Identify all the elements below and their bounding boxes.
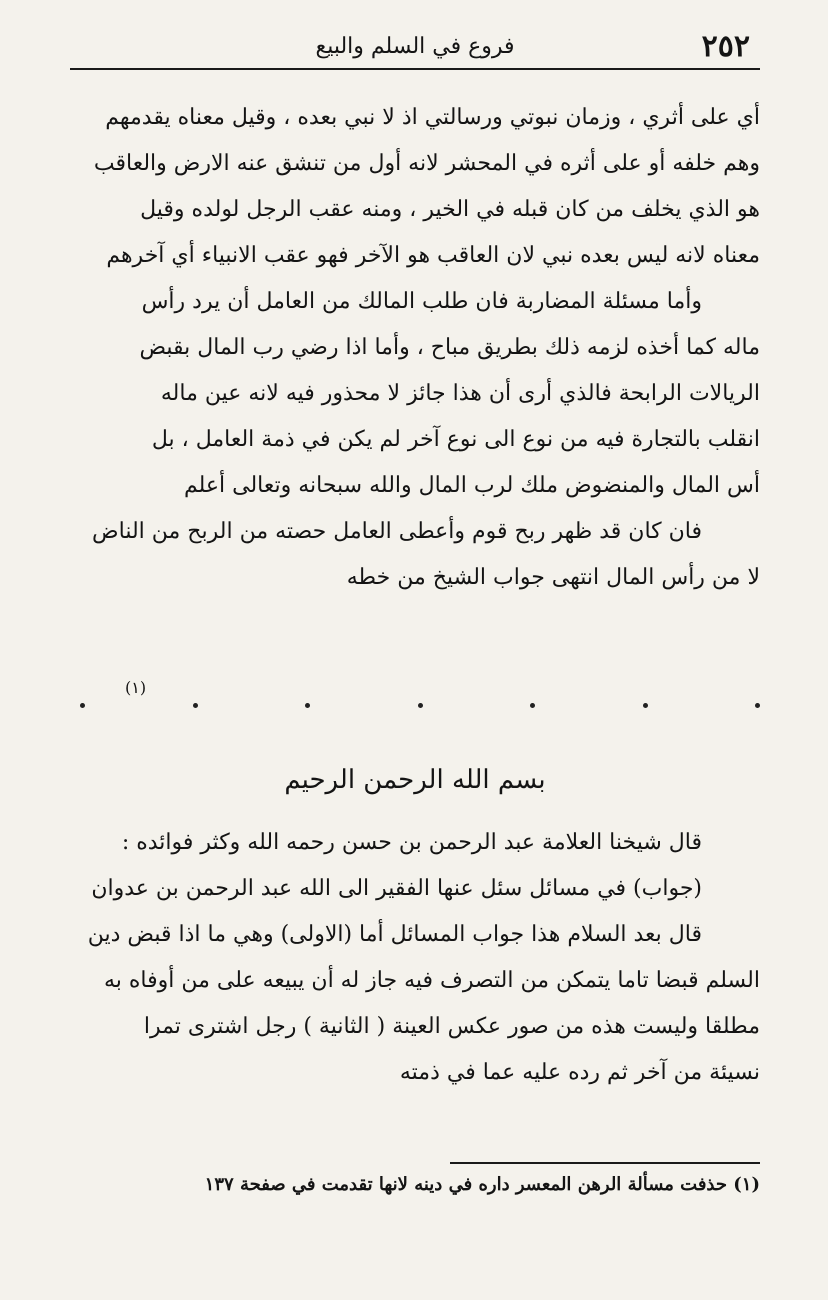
separator-dot [193, 703, 198, 708]
separator-dot [530, 703, 535, 708]
text-line: أي على أثري ، وزمان نبوتي ورسالتي اذ لا نبي بعده ، وقيل معناه يقدمهم [105, 105, 760, 130]
page-header [70, 22, 760, 70]
text-line: قال شيخنا العلامة عبد الرحمن بن حسن رحمه الله وكثر فوائده : [121, 830, 702, 855]
separator-dot [755, 703, 760, 708]
text-line: السلم قبضا تاما يتمكن من التصرف فيه جاز له أن يبيعه على من أوفاه به [103, 968, 760, 993]
text-line: فان كان قد ظهر ربح قوم وأعطى العامل حصته من الربح من الناض [92, 519, 702, 544]
separator-dot [80, 703, 85, 708]
dot-separator [80, 690, 760, 720]
basmala-heading: بسم الله الرحمن الرحيم [284, 765, 546, 795]
body-text-section-1 [70, 95, 760, 601]
text-line: وهم خلفه أو على أثره في المحشر لانه أول من تنشق عنه الارض والعاقب [93, 151, 760, 176]
text-line: انقلب بالتجارة فيه من نوع الى نوع آخر لم يكن في ذمة العامل ، بل [151, 427, 760, 452]
text-line: هو الذي يخلف من كان قبله في الخير ، ومنه عقب الرجل لولده وقيل [140, 197, 760, 222]
text-line: أس المال والمنضوض ملك لرب المال والله سبحانه وتعالى أعلم [183, 473, 760, 498]
text-line: نسيئة من آخر ثم رده عليه عما في ذمته [399, 1060, 760, 1085]
footnote-rule [450, 1162, 760, 1164]
running-title: فروع في السلم والبيع [315, 34, 515, 59]
page-number: ٢٥٢ [701, 28, 750, 64]
header-rule [70, 68, 760, 70]
text-line: الريالات الرابحة فالذي أرى أن هذا جائز لا محذور فيه لانه عين ماله [160, 381, 760, 406]
separator-dot [643, 703, 648, 708]
text-line: معناه لانه ليس بعده نبي لان العاقب هو الآخر فهو عقب الانبياء أي آخرهم [106, 243, 760, 268]
text-line: مطلقا وليست هذه من صور عكس العينة ( الثانية ) رجل اشترى تمرا [143, 1014, 760, 1039]
text-line: (جواب) في مسائل سئل عنها الفقير الى الله عبد الرحمن بن عدوان [91, 876, 702, 901]
separator-dot [305, 703, 310, 708]
text-line: ماله كما أخذه لزمه ذلك بطريق مباح ، وأما اذا رضي رب المال بقبض [139, 335, 760, 360]
footnote: (١) حذفت مسألة الرهن المعسر داره في دينه لانها تقدمت في صفحة ١٣٧ [204, 1174, 760, 1195]
reference-marker: (١) [125, 678, 147, 697]
body-text-section-2 [70, 820, 760, 1096]
text-line: وأما مسئلة المضاربة فان طلب المالك من العامل أن يرد رأس [141, 289, 702, 314]
separator-dot [418, 703, 423, 708]
text-line: قال بعد السلام هذا جواب المسائل أما (الاولى) وهي ما اذا قبض دين [87, 922, 702, 947]
text-line: لا من رأس المال انتهى جواب الشيخ من خطه [346, 565, 760, 590]
